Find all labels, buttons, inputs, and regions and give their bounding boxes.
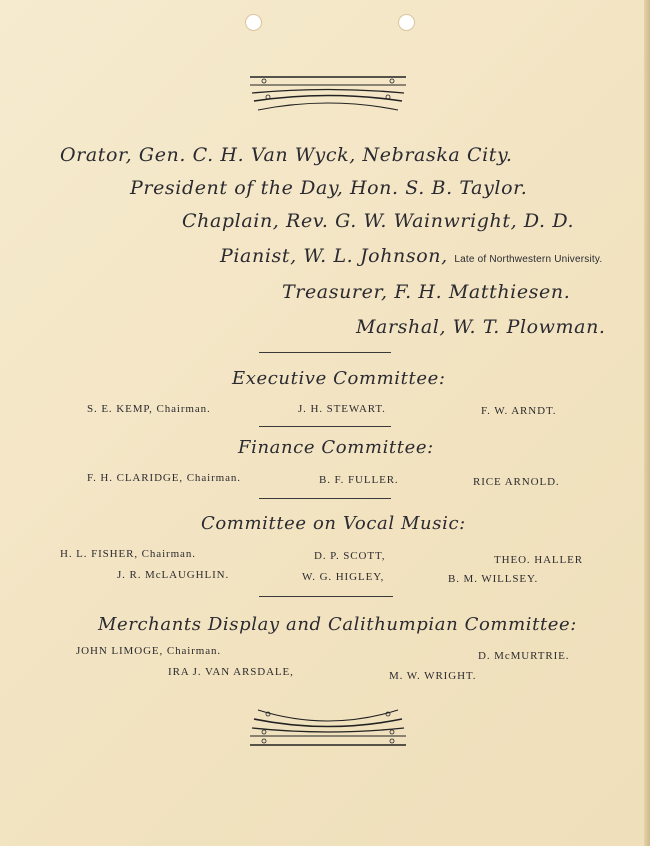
divider: [259, 498, 391, 499]
pianist-note: Late of Northwestern University.: [454, 254, 603, 265]
finance-member: F. H. CLARIDGE, Chairman.: [87, 472, 241, 484]
treasurer-line: Treasurer, F. H. Matthiesen.: [282, 281, 571, 303]
divider: [259, 352, 391, 353]
vocal-member: J. R. McLAUGHLIN.: [117, 569, 230, 581]
president-line: President of the Day, Hon. S. B. Taylor.: [130, 177, 528, 199]
punch-hole-right: [398, 14, 415, 31]
divider: [259, 596, 393, 597]
pianist-name: Pianist, W. L. Johnson,: [220, 245, 448, 267]
vocal-member: THEO. HALLER: [494, 554, 584, 566]
divider: [259, 426, 391, 427]
vocal-member: W. G. HIGLEY,: [302, 571, 385, 583]
executive-heading: Executive Committee:: [232, 368, 446, 389]
merchants-member: M. W. WRIGHT.: [389, 670, 477, 682]
finance-heading: Finance Committee:: [238, 437, 434, 458]
merchants-member: JOHN LIMOGE, Chairman.: [76, 645, 222, 657]
finance-member: RICE ARNOLD.: [473, 476, 560, 488]
executive-member: F. W. ARNDT.: [481, 405, 557, 417]
vocal-member: B. M. WILLSEY.: [448, 573, 539, 585]
vocal-member: H. L. FISHER, Chairman.: [60, 548, 196, 560]
top-ornament: [246, 72, 410, 120]
orator-line: Orator, Gen. C. H. Van Wyck, Nebraska City.: [60, 144, 513, 166]
vocal-member: D. P. SCOTT,: [314, 550, 386, 562]
marshal-line: Marshal, W. T. Plowman.: [356, 316, 606, 338]
finance-member: B. F. FULLER.: [319, 474, 399, 486]
vocal-heading: Committee on Vocal Music:: [201, 513, 466, 534]
executive-member: S. E. KEMP, Chairman.: [87, 403, 211, 415]
pianist-line: [220, 245, 602, 267]
executive-member: J. H. STEWART.: [298, 403, 386, 415]
chaplain-line: Chaplain, Rev. G. W. Wainwright, D. D.: [182, 210, 575, 232]
page-edge: [644, 0, 650, 846]
punch-hole-left: [245, 14, 262, 31]
merchants-member: D. McMURTRIE.: [478, 650, 570, 662]
bottom-ornament: [246, 702, 410, 750]
merchants-member: IRA J. VAN ARSDALE,: [168, 666, 294, 678]
merchants-heading: Merchants Display and Calithumpian Committee:: [98, 614, 577, 635]
